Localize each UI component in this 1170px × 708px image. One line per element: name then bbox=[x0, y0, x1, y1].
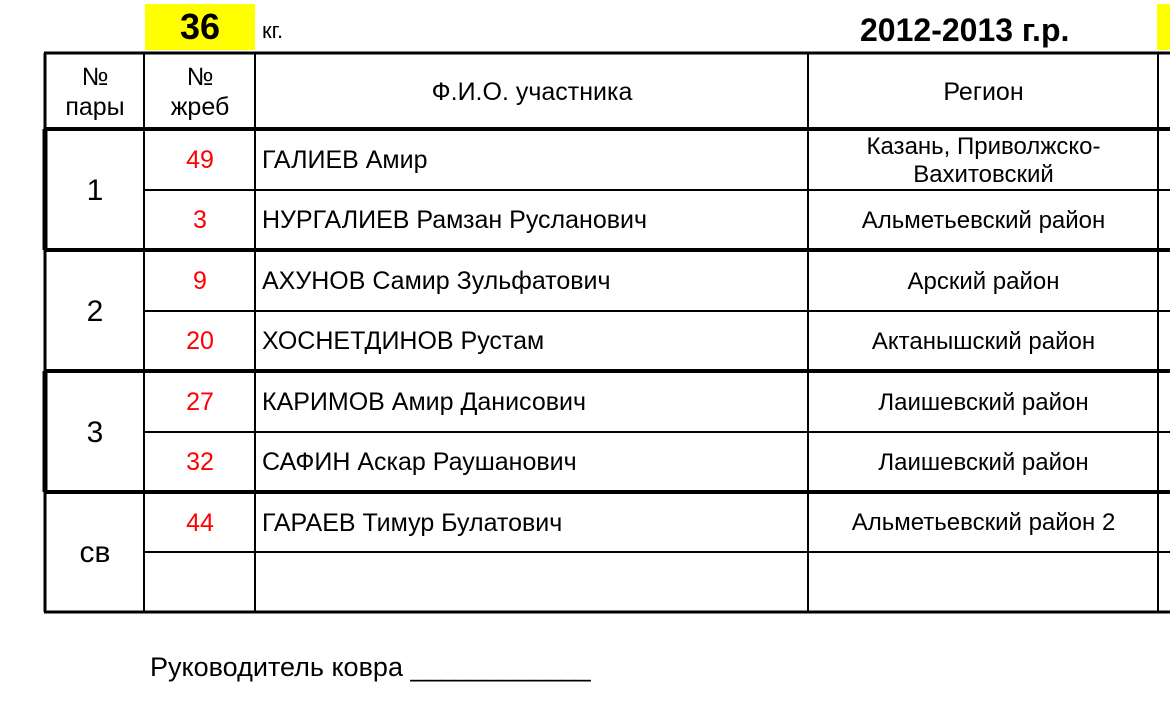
pair-label: 1 bbox=[86, 173, 104, 207]
participant-region: Актанышский район bbox=[871, 327, 1096, 355]
participant-region: Лаишевский район bbox=[878, 448, 1089, 476]
participant-region: Альметьевский район bbox=[861, 206, 1106, 234]
header-name: Ф.И.О. участника bbox=[431, 77, 633, 106]
participant-region: Казань, Приволжско-Вахитовский bbox=[866, 132, 1101, 188]
weight-category: 36 bbox=[145, 4, 255, 50]
draw-number: 20 bbox=[186, 327, 214, 355]
header-region: Регион bbox=[943, 77, 1024, 106]
pair-label: св bbox=[79, 536, 111, 569]
participant-name: ХОСНЕТДИНОВ Рустам bbox=[262, 327, 545, 355]
pair-label: 2 bbox=[86, 294, 104, 328]
participant-region: Арский район bbox=[907, 267, 1060, 295]
participant-name: АХУНОВ Самир Зульфатович bbox=[262, 267, 611, 295]
participant-name: НУРГАЛИЕВ Рамзан Русланович bbox=[262, 206, 648, 234]
header-pair-no: № пары bbox=[65, 62, 125, 121]
mat-head-signature-line: Руководитель ковра ____________ bbox=[150, 652, 591, 682]
participant-name: САФИН Аскар Раушанович bbox=[262, 448, 577, 476]
draw-number bbox=[145, 553, 255, 611]
draw-number: 9 bbox=[193, 267, 207, 295]
participant-region: Альметьевский район 2 bbox=[851, 509, 1116, 536]
participant-region: Лаишевский район bbox=[878, 388, 1089, 416]
weight-unit: кг. bbox=[262, 18, 284, 43]
draw-number: 3 bbox=[193, 206, 207, 234]
participant-region bbox=[809, 553, 1158, 611]
header-draw-no: № жреб bbox=[170, 62, 230, 121]
participant-name: КАРИМОВ Амир Данисович bbox=[262, 388, 587, 416]
draw-number: 44 bbox=[186, 508, 214, 537]
pair-label: 3 bbox=[86, 415, 104, 449]
draw-number: 49 bbox=[186, 146, 214, 174]
draw-number: 27 bbox=[186, 388, 214, 416]
participant-name: ГАЛИЕВ Амир bbox=[262, 146, 428, 174]
participant-name bbox=[256, 553, 808, 611]
draw-number: 32 bbox=[186, 448, 214, 476]
participant-name: ГАРАЕВ Тимур Булатович bbox=[262, 508, 563, 537]
birth-years: 2012-2013 г.р. bbox=[860, 12, 1070, 48]
